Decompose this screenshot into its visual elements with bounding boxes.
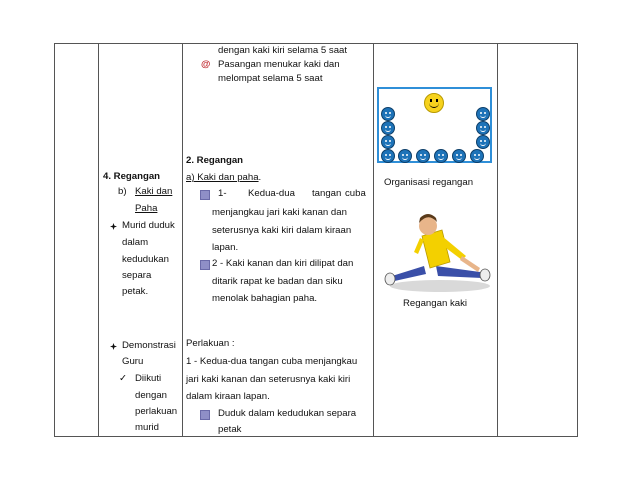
student-icon — [381, 121, 395, 135]
student-icon — [476, 121, 490, 135]
point1-line: dalam — [122, 237, 149, 248]
subheading-suffix: . — [258, 172, 262, 183]
point1-line: petak. — [122, 286, 149, 297]
regangan-kaki-caption: Regangan kaki — [403, 298, 468, 309]
item1-line: lapan. — [212, 242, 239, 253]
perlakuan-line: jari kaki kanan dan seterusnya kaki kiri — [186, 374, 351, 385]
table-divider-3 — [373, 43, 374, 437]
table-border-top — [54, 43, 578, 44]
at-bullet-icon: @ — [201, 59, 211, 70]
perlakuan-line: 1 - Kedua-dua tangan cuba menjangkau — [186, 356, 358, 367]
table-border-left — [54, 43, 55, 437]
smiley-mouth — [429, 103, 439, 108]
activity-heading: 4. Regangan — [103, 171, 161, 182]
formation-diagram — [377, 87, 492, 163]
check-line: perlakuan — [135, 406, 178, 417]
student-icon — [416, 149, 430, 163]
table-divider-1 — [98, 43, 99, 437]
item1-line: menjangkau jari kaki kanan dan — [212, 207, 347, 218]
last-bullet-line2: petak — [218, 424, 242, 435]
item1-first-word: tangan — [312, 188, 342, 199]
student-icon — [398, 149, 412, 163]
student-icon — [476, 107, 490, 121]
sub-title-line1: Kaki dan — [135, 186, 173, 197]
student-icon — [381, 107, 395, 121]
table-divider-2 — [182, 43, 183, 437]
perlakuan-line: dalam kiraan lapan. — [186, 391, 270, 402]
sub-title-line2: Paha — [135, 203, 158, 214]
diamond-bullet-icon — [110, 343, 117, 350]
check-line: dengan — [135, 390, 168, 401]
item2-line: menolak bahagian paha. — [212, 293, 318, 304]
student-icon — [470, 149, 484, 163]
check-line: murid — [135, 422, 159, 433]
top-continuation: dengan kaki kiri selama 5 saat — [218, 45, 348, 56]
student-icon — [381, 149, 395, 163]
table-border-right — [577, 43, 578, 437]
top-bullet-line1: Pasangan menukar kaki dan — [218, 59, 340, 70]
student-icon — [452, 149, 466, 163]
item1-first-word: Kedua-dua — [248, 188, 295, 199]
student-icon — [434, 149, 448, 163]
point2-line: Demonstrasi — [122, 340, 176, 351]
table-border-bottom — [54, 436, 578, 437]
point1-line: separa — [122, 270, 152, 281]
student-icon — [381, 135, 395, 149]
point1-line: Murid duduk — [122, 220, 175, 231]
top-bullet-line2: melompat selama 5 saat — [218, 73, 323, 84]
check-line: Diikuti — [135, 373, 162, 384]
item1-first-word: cuba — [345, 188, 366, 199]
checkmark-icon: ✓ — [119, 373, 128, 384]
point1-line: kedudukan — [122, 254, 169, 265]
perlakuan-label: Perlakuan : — [186, 338, 235, 349]
stretching-person-illustration — [384, 206, 496, 294]
point2-line: Guru — [122, 356, 144, 367]
last-bullet-line1: Duduk dalam kedudukan separa — [218, 408, 357, 419]
item2-first-line: 2 - Kaki kanan dan kiri dilipat dan — [212, 258, 354, 269]
smiley-eyes — [430, 99, 432, 102]
procedure-subheading — [186, 172, 261, 184]
square-bullet-icon — [200, 190, 210, 200]
square-bullet-icon — [200, 260, 210, 270]
smiley-face-icon — [424, 93, 444, 113]
diamond-bullet-icon — [110, 223, 117, 230]
procedure-heading: 2. Regangan — [186, 155, 244, 166]
square-bullet-icon — [200, 410, 210, 420]
table-divider-4 — [497, 43, 498, 437]
sub-prefix: b) — [118, 186, 127, 197]
subheading-text: a) Kaki dan paha — [186, 172, 259, 183]
student-icon — [476, 135, 490, 149]
item2-line: ditarik rapat ke badan dan siku — [212, 276, 343, 287]
item1-first-word: 1- — [218, 188, 227, 199]
item1-line: seterusnya kaki kiri dalam kiraan — [212, 225, 352, 236]
organisasi-caption: Organisasi regangan — [384, 177, 474, 188]
